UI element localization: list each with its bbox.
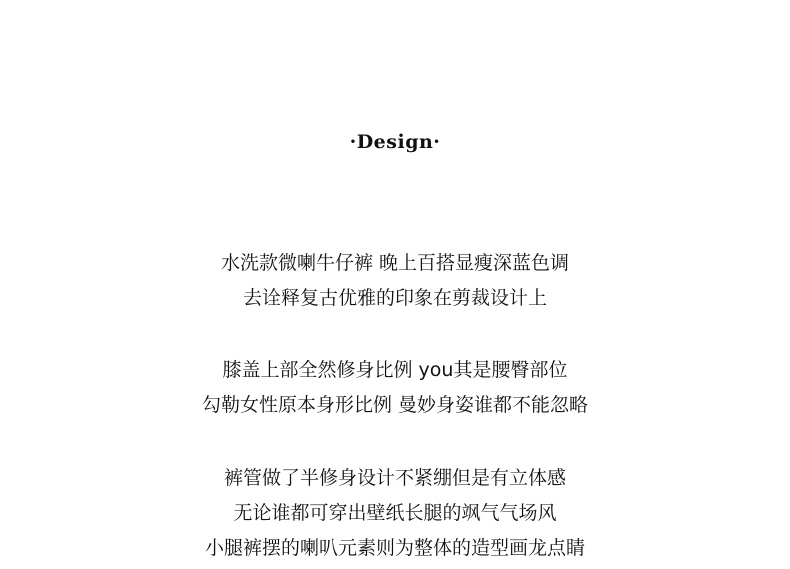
description-line: 膝盖上部全然修身比例 you其是腰臀部位 <box>222 359 568 381</box>
description-paragraph-2 <box>0 353 790 423</box>
description-line: 勾勒女性原本身形比例 曼妙身姿谁都不能忽略 <box>201 394 589 416</box>
description-paragraph-3 <box>0 461 790 566</box>
section-title: ·Design· <box>349 131 441 153</box>
description-line: 去诠释复古优雅的印象在剪裁设计上 <box>242 287 547 309</box>
description-line: 水洗款微喇牛仔裤 晚上百搭显瘦深蓝色调 <box>220 252 570 274</box>
description-line: 裤管做了半修身设计不紧绷但是有立体感 <box>223 467 566 489</box>
description-line: 小腿裤摆的喇叭元素则为整体的造型画龙点睛 <box>204 537 585 559</box>
description-paragraph-1 <box>0 246 790 316</box>
description-line: 无论谁都可穿出壁纸长腿的飒气气场风 <box>233 502 557 524</box>
